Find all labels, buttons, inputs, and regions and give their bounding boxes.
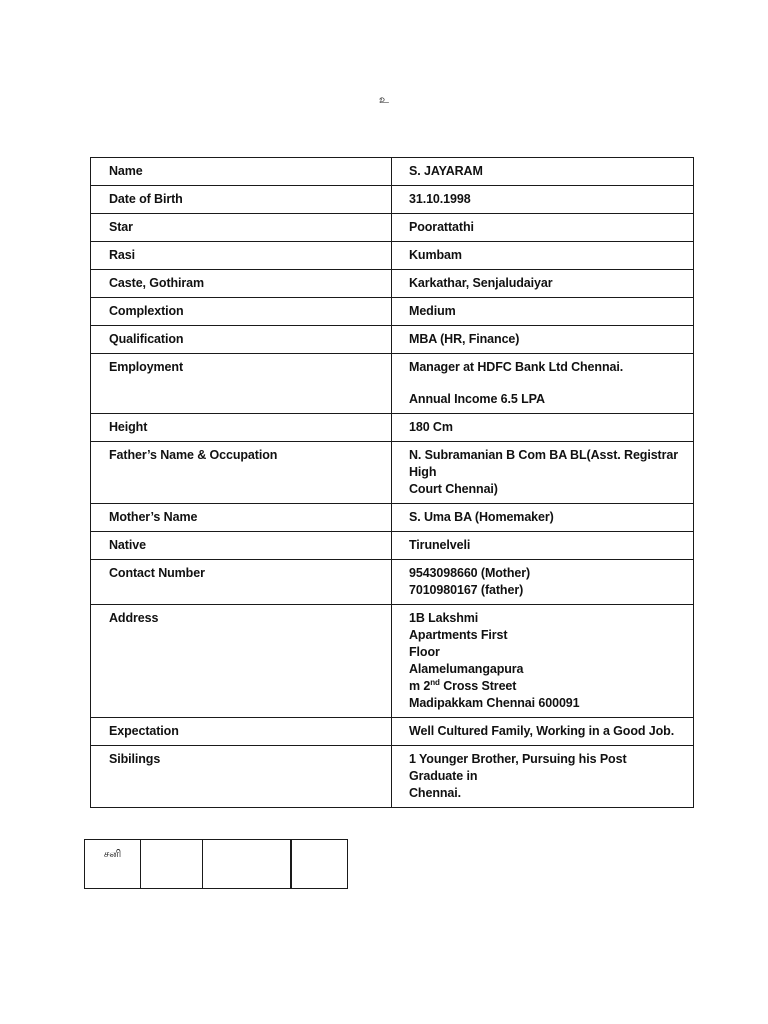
row-value: S. JAYARAM xyxy=(392,158,694,186)
table-row xyxy=(91,746,694,808)
row-label: Expectation xyxy=(91,718,392,746)
address-line: Alamelumangapura xyxy=(409,662,524,676)
table-row xyxy=(85,840,348,889)
table-row xyxy=(91,214,694,242)
father-line: N. Subramanian B Com BA BL(Asst. Registrar High xyxy=(409,448,678,479)
table-row xyxy=(91,270,694,298)
row-value: MBA (HR, Finance) xyxy=(392,326,694,354)
siblings-line: Chennai. xyxy=(409,786,461,800)
table-row xyxy=(91,442,694,504)
chart-cell xyxy=(141,840,203,889)
row-label: Height xyxy=(91,414,392,442)
table-row xyxy=(91,605,694,718)
table-row xyxy=(91,326,694,354)
row-value: 180 Cm xyxy=(392,414,694,442)
row-label: Contact Number xyxy=(91,560,392,605)
income-line: Annual Income 6.5 LPA xyxy=(409,392,545,406)
row-value xyxy=(392,746,694,808)
row-label: Employment xyxy=(91,354,392,414)
row-label: Qualification xyxy=(91,326,392,354)
table-row xyxy=(91,532,694,560)
contact-line: 9543098660 (Mother) xyxy=(409,566,531,580)
row-label: Native xyxy=(91,532,392,560)
row-label: Caste, Gothiram xyxy=(91,270,392,298)
address-line-part: m 2 xyxy=(409,679,431,693)
table-row xyxy=(91,186,694,214)
address-line: Apartments First xyxy=(409,628,508,642)
row-value: Karkathar, Senjaludaiyar xyxy=(392,270,694,298)
chart-cell xyxy=(291,840,348,889)
chart-cell: சனி xyxy=(85,840,141,889)
row-value xyxy=(392,442,694,504)
horoscope-chart-table xyxy=(84,839,348,889)
row-value: Kumbam xyxy=(392,242,694,270)
contact-line: 7010980167 (father) xyxy=(409,583,524,597)
address-line-part: Cross Street xyxy=(439,679,517,693)
table-row xyxy=(91,718,694,746)
row-label: Complextion xyxy=(91,298,392,326)
table-row xyxy=(91,158,694,186)
address-line: 1B Lakshmi xyxy=(409,611,479,625)
row-value: Tirunelveli xyxy=(392,532,694,560)
row-value: S. Uma BA (Homemaker) xyxy=(392,504,694,532)
table-row xyxy=(91,298,694,326)
row-value: Well Cultured Family, Working in a Good Job. xyxy=(392,718,694,746)
address-line: Madipakkam Chennai 600091 xyxy=(409,696,580,710)
row-value: Poorattathi xyxy=(392,214,694,242)
table-row xyxy=(91,504,694,532)
row-value xyxy=(392,605,694,718)
table-row xyxy=(91,354,694,414)
row-label: Father’s Name & Occupation xyxy=(91,442,392,504)
employment-line: Manager at HDFC Bank Ltd Chennai. xyxy=(409,360,624,374)
row-value: 31.10.1998 xyxy=(392,186,694,214)
siblings-line: 1 Younger Brother, Pursuing his Post Graduate in xyxy=(409,752,627,783)
address-line: Floor xyxy=(409,645,440,659)
header-mark: உ xyxy=(379,94,389,106)
table-row xyxy=(91,560,694,605)
table-row xyxy=(91,414,694,442)
row-label: Sibilings xyxy=(91,746,392,808)
chart-cell xyxy=(203,840,292,889)
row-label: Rasi xyxy=(91,242,392,270)
row-label: Address xyxy=(91,605,392,718)
row-label: Name xyxy=(91,158,392,186)
row-value xyxy=(392,560,694,605)
row-value: Medium xyxy=(392,298,694,326)
table-row xyxy=(91,242,694,270)
father-line: Court Chennai) xyxy=(409,482,498,496)
address-line xyxy=(409,678,683,695)
biodata-table xyxy=(90,157,694,808)
row-value xyxy=(392,354,694,414)
row-label: Star xyxy=(91,214,392,242)
ordinal-suffix: nd xyxy=(430,677,440,687)
row-label: Mother’s Name xyxy=(91,504,392,532)
row-label: Date of Birth xyxy=(91,186,392,214)
